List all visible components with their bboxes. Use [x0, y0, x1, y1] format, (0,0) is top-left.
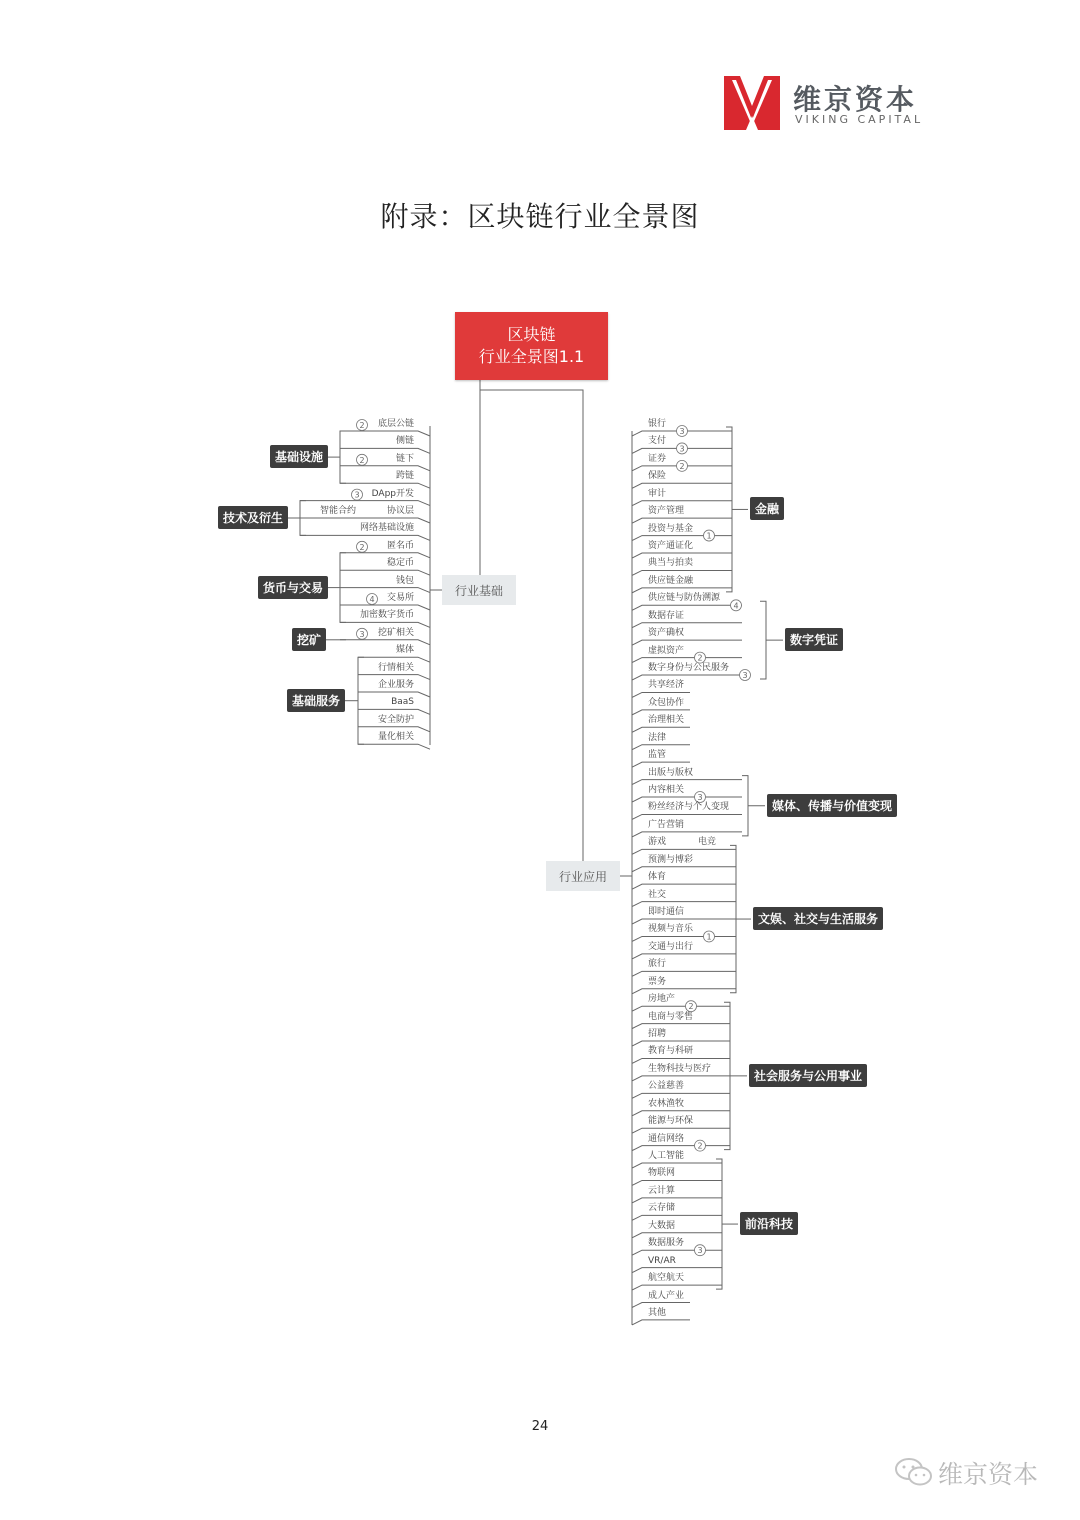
leaf-node: 投资与基金 — [648, 523, 694, 534]
badge-count: 3 — [679, 444, 685, 454]
leaf-node: 虚拟资产 — [648, 645, 685, 656]
leaf-node: 房地产 — [648, 994, 676, 1005]
leaf-node: 支付 — [648, 436, 667, 447]
root-line1: 区块链 — [507, 325, 556, 344]
category-node-4: 基础服务 — [287, 689, 345, 712]
leaf-node: 能源与环保 — [648, 1116, 694, 1127]
leaf-node: 银行 — [648, 419, 667, 429]
leaf-sub-label: 电竞 — [698, 837, 717, 848]
leaf-node: 票务 — [648, 976, 667, 987]
leaf-node: 物联网 — [648, 1168, 676, 1179]
count-badge — [731, 600, 742, 611]
category-node-1: 技术及衍生 — [218, 506, 288, 529]
leaf-node: 体育 — [648, 872, 667, 883]
leaf-node: 挖矿相关 — [377, 627, 414, 638]
root-node — [455, 312, 608, 380]
leaf-node: 社交 — [648, 889, 667, 900]
leaf-node: 交通与出行 — [648, 941, 694, 952]
leaf-node: 航空航天 — [648, 1273, 685, 1284]
category-node-2: 货币与交易 — [258, 576, 328, 599]
leaf-node: 资产通证化 — [648, 541, 694, 551]
leaf-node: 即时通信 — [648, 907, 685, 918]
leaf-node: 数据存证 — [648, 610, 685, 621]
leaf-node: 预测与博彩 — [648, 854, 694, 865]
leaf-node: 供应链与防伪溯源 — [648, 593, 721, 604]
leaf-node: 匿名币 — [386, 540, 414, 551]
leaf-node: 公益慈善 — [648, 1081, 685, 1092]
leaf-node: 云计算 — [648, 1185, 676, 1196]
branch-application: 行业应用 — [546, 861, 620, 891]
badge-count: 3 — [359, 629, 365, 639]
leaf-node: 通信网络 — [648, 1133, 685, 1144]
leaf-underline — [632, 1198, 722, 1203]
count-badge — [677, 443, 688, 454]
leaf-node: 内容相关 — [648, 785, 685, 796]
leaf-node: 出版与版权 — [648, 767, 694, 778]
leaf-underline — [632, 1215, 722, 1220]
leaf-node: 钱包 — [395, 575, 414, 586]
leaf-node: 企业服务 — [377, 680, 414, 690]
count-badge — [695, 1245, 706, 1256]
leaf-node: 协议层 — [386, 506, 414, 516]
badge-count: 4 — [733, 601, 739, 611]
category-node-r1: 数字凭证 — [785, 628, 843, 651]
leaf-node: 人工智能 — [648, 1151, 685, 1162]
leaf-node: 行情相关 — [377, 662, 414, 673]
category-node-r0: 金融 — [750, 497, 784, 520]
category-node-r3: 媒体、传播与价值变现 — [767, 794, 897, 817]
leaf-node: 旅行 — [648, 959, 667, 970]
leaf-node: 保险 — [648, 471, 667, 482]
leaf-node: 电商与零售 — [648, 1011, 694, 1022]
leaf-node: 视频与音乐 — [648, 924, 694, 935]
leaf-node: 供应链金融 — [648, 575, 694, 586]
badge-count: 2 — [688, 1002, 694, 1012]
category-bracket — [726, 427, 732, 592]
logo-name-cn: 维京资本 — [793, 83, 918, 116]
watermark-text: 维京资本 — [938, 1460, 1039, 1489]
branch-foundation: 行业基础 — [442, 575, 516, 605]
leaf-node: 交易所 — [386, 593, 414, 603]
leaf-underline — [632, 483, 732, 488]
badge-count: 3 — [679, 427, 685, 436]
category-node-r6: 前沿科技 — [740, 1212, 798, 1235]
badge-count: 4 — [369, 595, 375, 604]
leaf-node: 生物科技与医疗 — [648, 1063, 712, 1074]
badge-count: 3 — [742, 671, 748, 681]
badge-count: 1 — [706, 531, 712, 541]
leaf-node: 审计 — [648, 488, 667, 499]
badge-count: 2 — [679, 461, 685, 471]
count-badge — [704, 530, 715, 541]
leaf-node: 粉丝经济与个人变现 — [648, 802, 730, 813]
badge-count: 3 — [697, 1246, 703, 1256]
leaf-node: 跨链 — [395, 471, 414, 482]
leaf-node: 众包协作 — [648, 697, 685, 708]
category-node-r5: 社会服务与公用事业 — [749, 1064, 867, 1087]
leaf-node: 大数据 — [648, 1220, 676, 1231]
leaf-node: DApp开发 — [371, 488, 414, 499]
category-node-r4: 文娱、社交与生活服务 — [753, 907, 883, 930]
category-node-0: 基础设施 — [270, 445, 328, 468]
leaf-underline — [358, 744, 430, 749]
badge-count: 2 — [359, 421, 365, 430]
leaf-node: 其他 — [648, 1307, 667, 1318]
leaf-node: 监管 — [648, 750, 667, 761]
count-badge — [677, 426, 688, 437]
category-bracket — [760, 601, 766, 679]
wechat-icon — [894, 1457, 934, 1491]
leaf-node: 数据服务 — [648, 1238, 685, 1249]
count-badge — [695, 1140, 706, 1151]
leaf-node: VR/AR — [648, 1255, 676, 1266]
leaf-node: 游戏 — [648, 837, 667, 848]
leaf-node: 加密数字货币 — [359, 610, 414, 621]
leaf-node: 农林渔牧 — [648, 1098, 685, 1109]
badge-count: 2 — [359, 455, 365, 465]
leaf-underline — [632, 1180, 722, 1185]
count-badge — [704, 931, 715, 942]
leaf-underline — [632, 1163, 722, 1168]
category-bracket — [742, 776, 748, 836]
leaf-node: 资产管理 — [648, 506, 685, 517]
leaf-node: 治理相关 — [648, 715, 685, 726]
leaf-node: 稳定币 — [386, 558, 414, 569]
leaf-node: 资产确权 — [648, 628, 685, 639]
badge-count: 3 — [697, 793, 703, 803]
leaf-node: 招聘 — [648, 1029, 667, 1040]
count-badge — [740, 670, 751, 681]
leaf-node: 数字身份与公民服务 — [648, 663, 730, 674]
leaf-node: 侧链 — [395, 436, 414, 447]
leaf-node: 量化相关 — [377, 732, 414, 743]
leaf-node: 典当与拍卖 — [648, 558, 694, 569]
badge-count: 2 — [697, 1141, 703, 1151]
leaf-node: 证券 — [648, 453, 667, 464]
leaf-underline — [632, 1250, 722, 1255]
category-bracket — [716, 1159, 722, 1289]
leaf-node: 安全防护 — [377, 714, 414, 725]
leaf-node: 教育与科研 — [648, 1046, 694, 1057]
badge-count: 1 — [706, 932, 712, 942]
badge-count: 2 — [697, 653, 703, 663]
leaf-node: 云存储 — [648, 1203, 676, 1214]
page-title: 附录：区块链行业全景图 — [380, 200, 700, 233]
leaf-node: 网络基础设施 — [359, 523, 414, 534]
leaf-node: 成人产业 — [648, 1290, 685, 1301]
badge-count: 3 — [354, 490, 360, 500]
root-to-application — [480, 390, 583, 861]
page-number: 24 — [531, 1419, 549, 1434]
leaf-sub-label: 智能合约 — [320, 506, 357, 516]
leaf-node: 法律 — [648, 732, 667, 743]
logo-name-en: VIKING CAPITAL — [795, 113, 924, 126]
leaf-node: 共享经济 — [648, 680, 685, 691]
leaf-underline — [632, 1320, 690, 1325]
root-line2: 行业全景图1.1 — [478, 347, 585, 366]
leaf-node: 广告营销 — [648, 819, 685, 830]
leaf-node: 链下 — [395, 453, 414, 464]
leaf-node: 底层公链 — [377, 419, 414, 429]
leaf-node: 媒体 — [395, 645, 414, 656]
category-node-3: 挖矿 — [292, 628, 326, 651]
leaf-node: BaaS — [391, 697, 414, 708]
leaf-underline — [632, 1024, 730, 1029]
count-badge — [677, 460, 688, 471]
badge-count: 2 — [359, 542, 365, 552]
